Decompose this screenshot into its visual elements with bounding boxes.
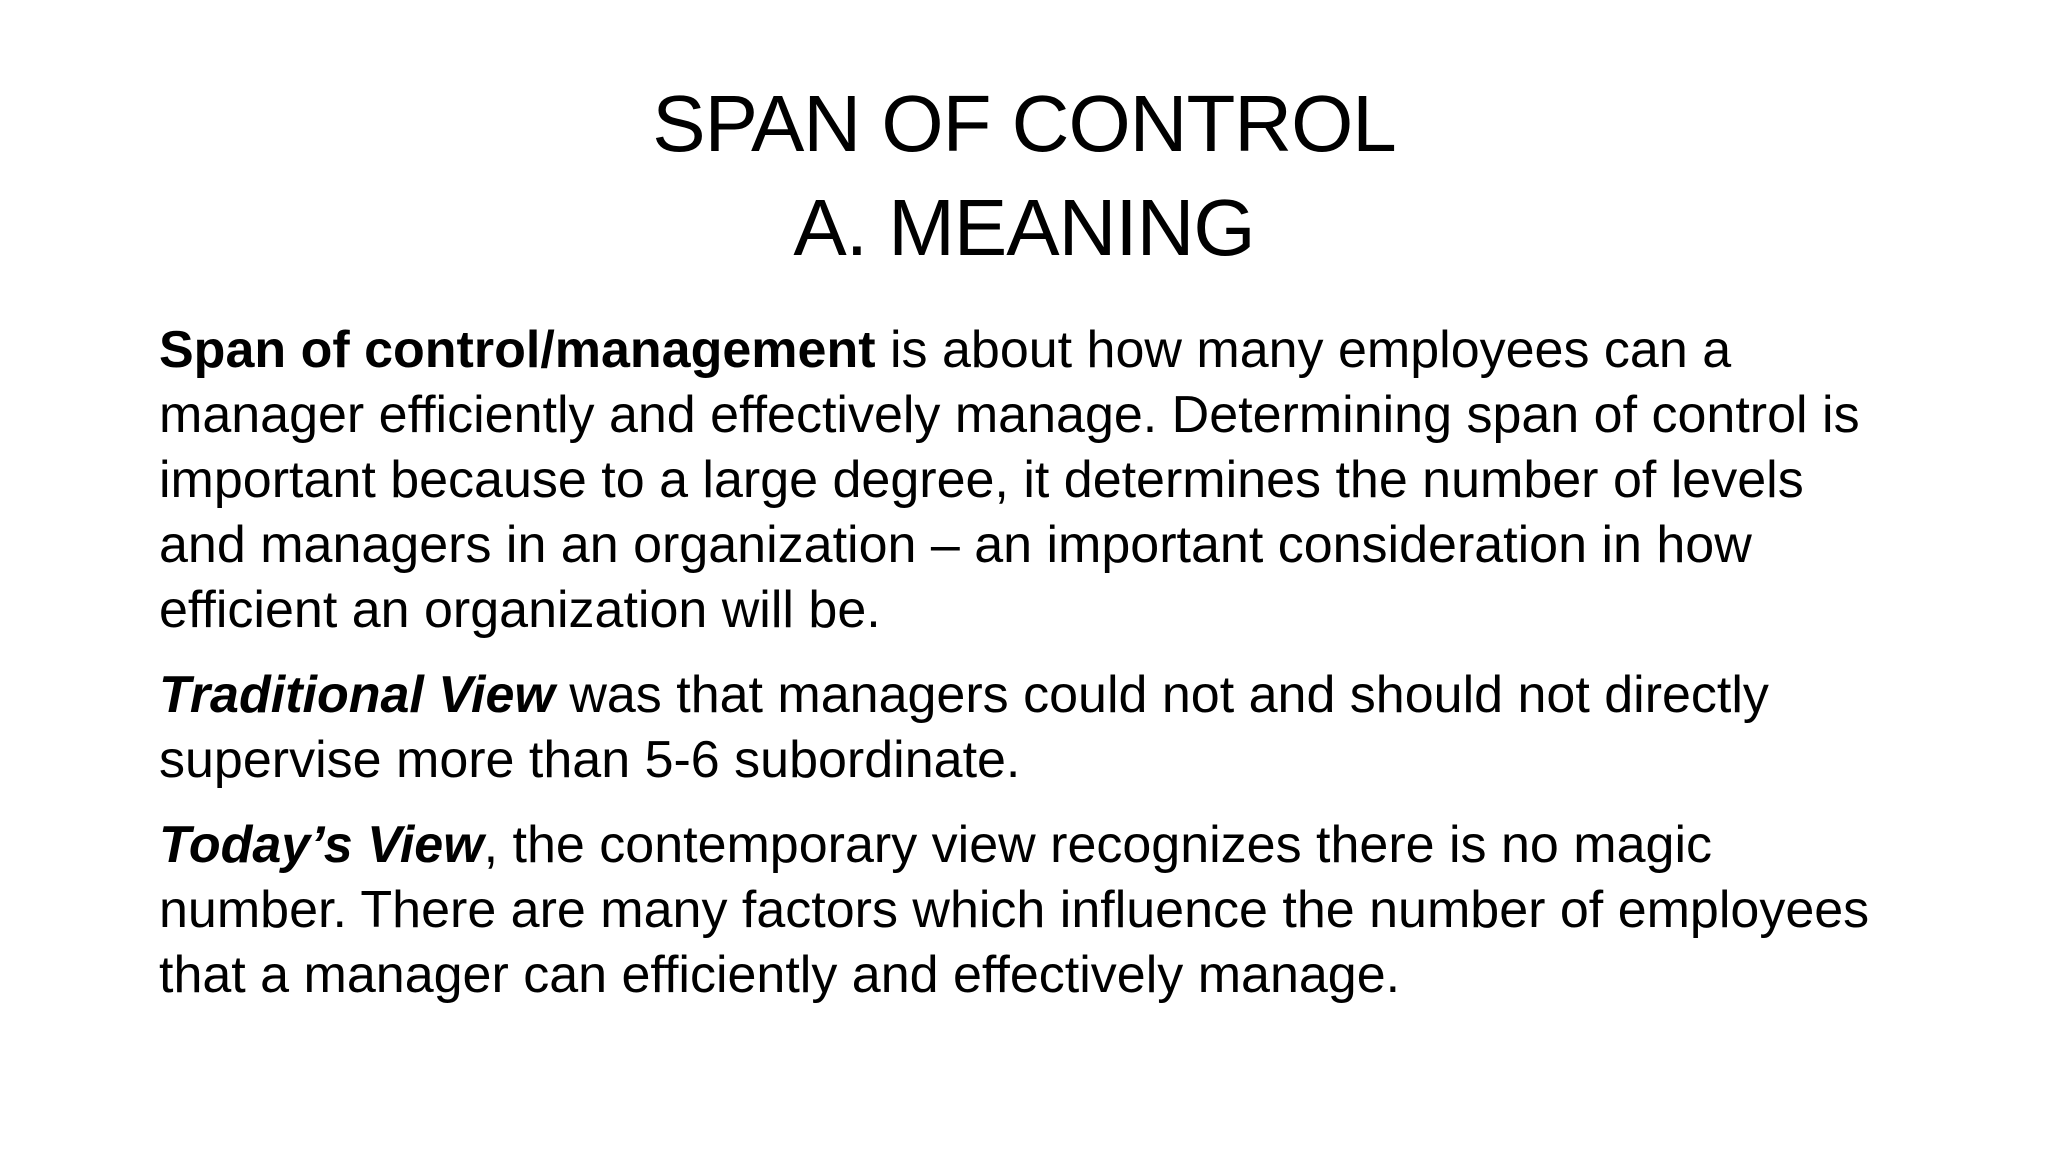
paragraph-todays-view: [159, 813, 1899, 1008]
paragraph-text: is about how many employees can a manager efficiently and effectively manage. Determining span of control is important because to a large degree, it determines the number of levels and managers in an organization – an important consideration in how efficient an organization will be.: [159, 321, 1860, 639]
paragraph-traditional-view: [159, 663, 1899, 793]
title-line-1: SPAN OF CONTROL: [652, 79, 1396, 168]
paragraph-text: , the contemporary view recognizes there is no magic number. There are many factors which influence the number of employees that a manager can efficiently and effectively manage.: [159, 816, 1870, 1004]
paragraph-text: was that managers could not and should not directly supervise more than 5-6 subordinate.: [159, 666, 1769, 789]
paragraph-lead: Span of control/management: [159, 321, 876, 379]
slide-title: [0, 72, 2048, 280]
paragraph-lead: Today’s View: [159, 816, 484, 874]
title-line-2: A. MEANING: [793, 183, 1255, 272]
slide-body: [159, 318, 1899, 1028]
paragraph-span-of-control: [159, 318, 1899, 643]
paragraph-lead: Traditional View: [159, 666, 555, 724]
